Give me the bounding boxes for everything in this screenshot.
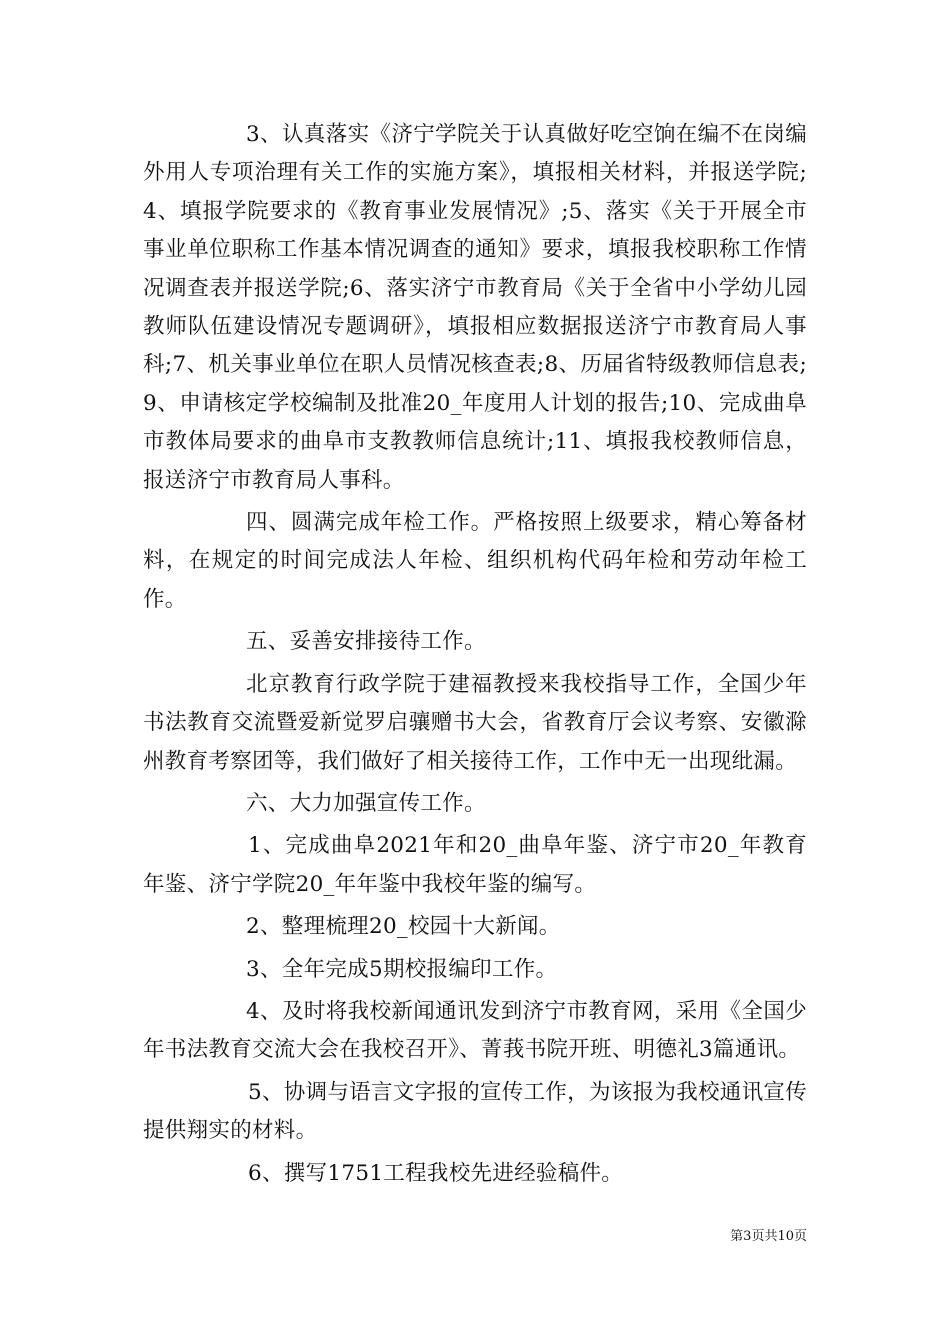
paragraph-publicity-item-2: 2、整理梳理20_校园十大新闻。 xyxy=(246,914,561,940)
paragraph-publicity-item-4: 4、及时将我校新闻通讯发到济宁市教育网，采用《全国少年书法教育交流大会在我校召开》、菁莪书院开班、明德礼3篇通讯。 xyxy=(143,998,807,1063)
paragraph-reception-detail: 北京教育行政学院于建福教授来我校指导工作，全国少年书法教育交流暨爱新觉罗启骧赠书大会，省教育厅会议考察、安徽滁州教育考察团等，我们做好了相关接待工作，工作中无一出现纰漏。 xyxy=(143,671,807,774)
paragraph-publicity-item-6: 6、撰写1751工程我校先进经验稿件。 xyxy=(248,1160,624,1186)
paragraph-publicity-item-1: 1、完成曲阜2021年和20_曲阜年鉴、济宁市20_年教育年鉴、济宁学院20_年年鉴中我校年鉴的编写。 xyxy=(143,833,807,897)
page-number-footer: 第3页共10页 xyxy=(730,1229,807,1244)
document-body xyxy=(143,116,807,1193)
paragraph-annual-inspection: 四、圆满完成年检工作。严格按照上级要求，精心筹备材料，在规定的时间完成法人年检、组织机构代码年检和劳动年检工作。 xyxy=(143,510,807,612)
paragraph-publicity-item-3: 3、全年完成5期校报编印工作。 xyxy=(246,956,558,982)
paragraph-publicity-heading: 六、大力加强宣传工作。 xyxy=(246,790,486,816)
paragraph-reception-heading: 五、妥善安排接待工作。 xyxy=(246,629,486,655)
paragraph-publicity-item-5: 5、协调与语言文字报的宣传工作，为该报为我校通讯宣传提供翔实的材料。 xyxy=(143,1079,807,1144)
paragraph-personnel-items: 3、认真落实《济宁学院关于认真做好吃空饷在编不在岗编外用人专项治理有关工作的实施方案》，填报相关材料，并报送学院;4、填报学院要求的《教育事业发展情况》;5、落实《关于开展全市事业单位职称工作基本情况调查的通知》要求，填报我校职称工作情况调查表并报送学院;6、落实济宁市教育局《关于全省中小学幼儿园教师队伍建设情况专题调研》，填报相应数据报送济宁市教育局人事科;7、机关事业单位在职人员情况核查表;8、历届省特级教师信息表;9、申请核定学校编制及批准20_年度用人计划的报告;10、完成曲阜市教体局要求的曲阜市支教教师信息统计;11、填报我校教师信息，报送济宁市教育局人事科。 xyxy=(143,122,807,493)
